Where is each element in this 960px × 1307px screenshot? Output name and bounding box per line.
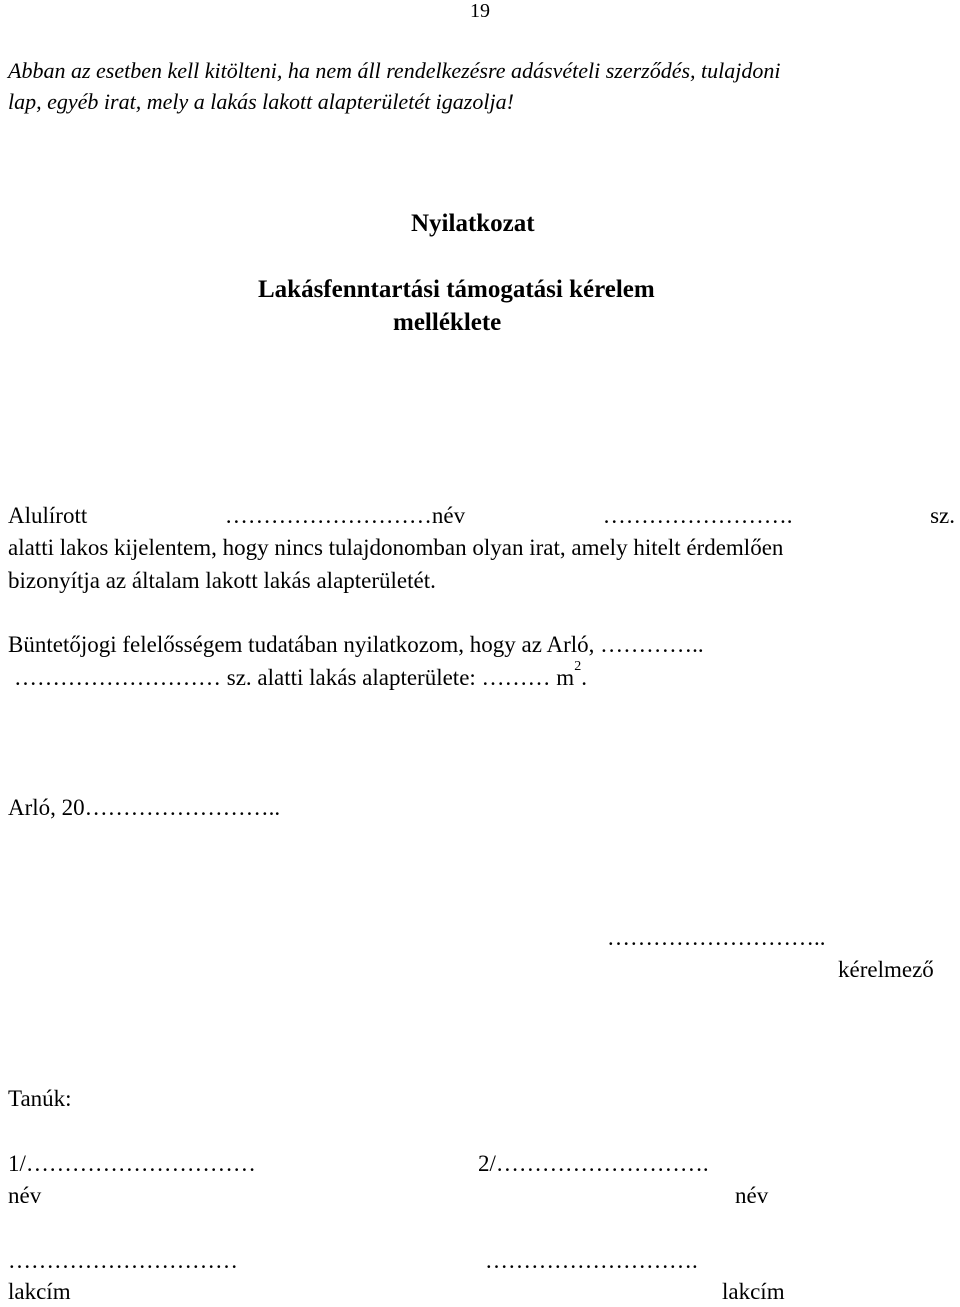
witnesses-label: Tanúk: xyxy=(8,1086,72,1111)
area-unit-exponent: 2 xyxy=(574,659,582,674)
liability-line-2-text: ……………………… sz. alatti lakás alapterülete: ……… m xyxy=(14,665,575,690)
signature-dots: ……………………….. xyxy=(607,925,826,950)
declaration-line-3: bizonyítja az általam lakott lakás alapterületét. xyxy=(8,568,436,593)
witness-1-name-label: név xyxy=(8,1183,42,1208)
page-number: 19 xyxy=(470,0,490,22)
witness-1-address-label: lakcím xyxy=(8,1279,71,1304)
subtitle-line-2: melléklete xyxy=(393,309,502,336)
declaration-line-1: Alulírott ………………………név ……………………. sz. xyxy=(8,503,955,528)
liability-line-1: Büntetőjogi felelősségem tudatában nyilatkozom, hogy az Arló, ………….. xyxy=(8,632,704,657)
intro-line-2: lap, egyéb irat, mely a lakás lakott alapterületét igazolja! xyxy=(8,89,514,114)
place-date: Arló, 20…………………….. xyxy=(8,795,281,820)
witness-2-address-dots: ………………………. xyxy=(485,1248,698,1273)
liability-line-2 xyxy=(14,659,587,691)
declaration-line-2: alatti lakos kijelentem, hogy nincs tulajdonomban olyan irat, amely hitelt érdemlően xyxy=(8,535,784,560)
witness-2-line: 2/………………………. xyxy=(478,1151,709,1176)
document-title: Nyilatkozat xyxy=(411,210,535,237)
witness-1-address-dots: ………………………… xyxy=(8,1248,238,1273)
liability-line-2-end: . xyxy=(581,665,587,690)
witness-2-address-label: lakcím xyxy=(722,1279,785,1304)
signature-label: kérelmező xyxy=(838,957,934,982)
witness-2-name-label: név xyxy=(735,1183,769,1208)
intro-line-1: Abban az esetben kell kitölteni, ha nem áll rendelkezésre adásvételi szerződés, tulajdoni xyxy=(8,58,781,83)
witness-1-line: 1/………………………… xyxy=(8,1151,256,1176)
subtitle-line-1: Lakásfenntartási támogatási kérelem xyxy=(258,276,655,303)
